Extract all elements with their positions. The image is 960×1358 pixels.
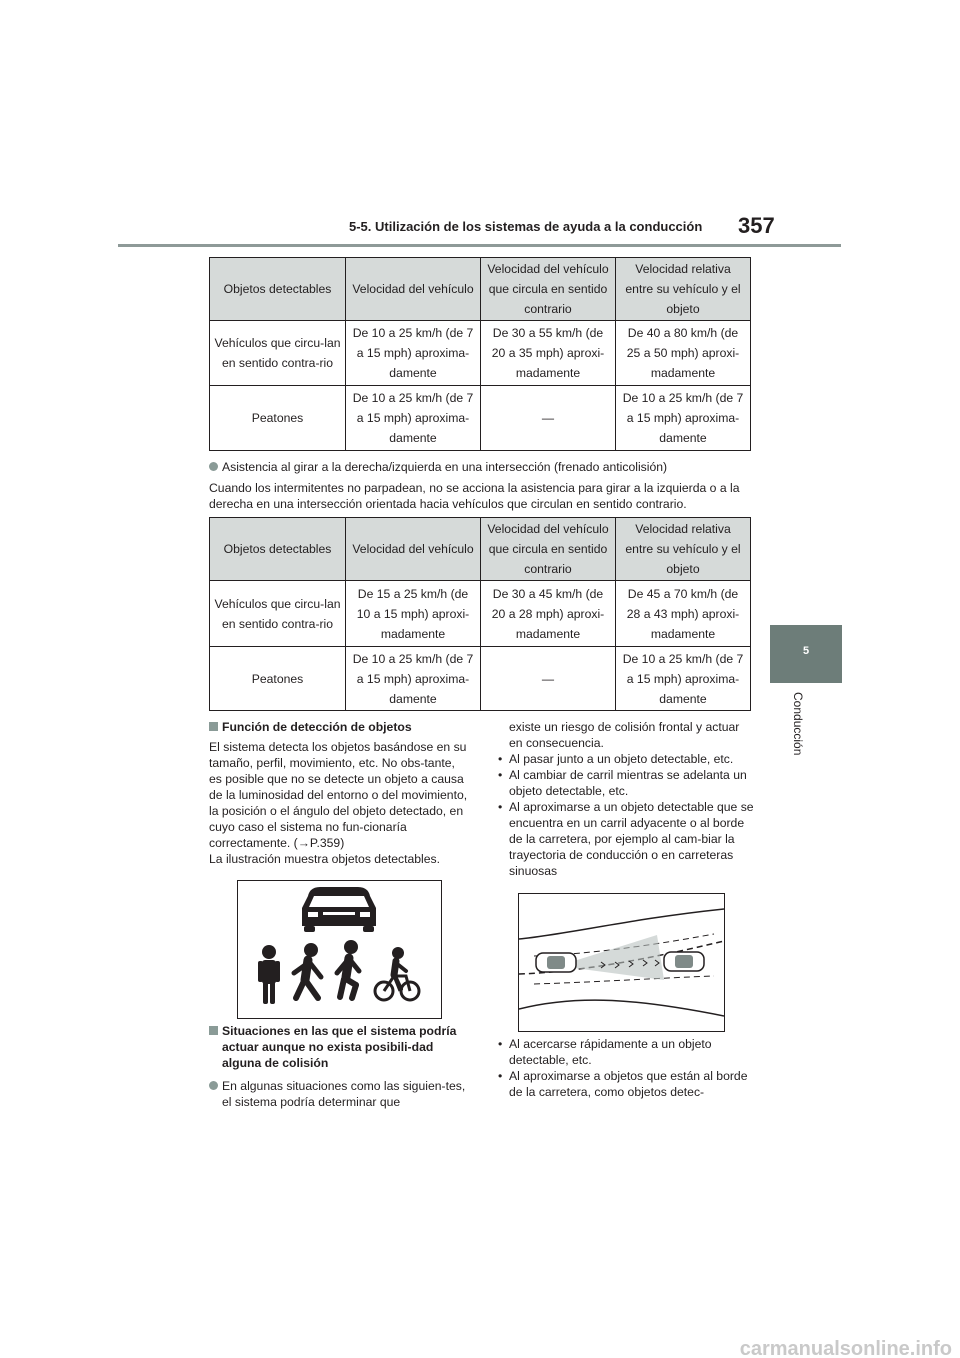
detection-section [209, 719, 471, 867]
table-cell: De 30 a 45 km/h (de 20 a 28 mph) aproxi-madamente [481, 581, 616, 647]
table-cell: De 15 a 25 km/h (de 10 a 15 mph) aproxi-madamente [346, 581, 481, 647]
watermark [0, 1340, 960, 1358]
table-header: Velocidad relativa entre su vehículo y el objeto [616, 518, 751, 581]
section-square-icon [209, 722, 218, 731]
situations-continued [495, 719, 755, 879]
table-cell: — [481, 386, 616, 451]
cyclist-icon [375, 947, 419, 1000]
situations-section [209, 1023, 471, 1110]
situations-continuation: existe un riesgo de colisión frontal y actuar en consecuencia. [509, 720, 740, 750]
table-header: Velocidad del vehículo que circula en sentido contrario [481, 518, 616, 581]
table-header: Velocidad relativa entre su vehículo y el objeto [616, 258, 751, 321]
figure-caption: La ilustración muestra objetos detectables. [209, 852, 441, 866]
detection-heading-line [209, 719, 471, 735]
curved-road-figure [518, 893, 725, 1032]
table-cell: De 10 a 25 km/h (de 7 a 15 mph) aproxima-damente [346, 321, 481, 386]
car-front-icon [302, 887, 376, 932]
table-header-row [210, 258, 751, 321]
bullet-dot-icon [209, 462, 218, 471]
watermark-text: carmanualsonline.info [739, 1340, 952, 1358]
page-number: 357 [738, 213, 775, 238]
parked-vehicle-icon [664, 952, 704, 971]
table-cell: De 10 a 25 km/h (de 7 a 15 mph) aproxima-damente [616, 647, 751, 711]
table-header: Velocidad del vehículo [346, 258, 481, 321]
walking-pedestrian-icon [294, 943, 321, 998]
own-vehicle-icon [536, 953, 576, 972]
speed-table-1 [209, 257, 751, 451]
list-item: • Al cambiar de carril mientras se adelanta un objeto detectable, etc. [495, 767, 755, 799]
running-pedestrian-icon [337, 940, 359, 998]
detection-paragraph: El sistema detecta los objetos basándose en su tamaño, perfil, movimiento, etc. No obs-tante, es posible que no se detecte un objeto a causa de la luminosidad del entorno o del movimiento, la posición o el ángulo del objeto detectado, en cuyo caso el sistema no fun-cionaría correctamente. (→P.359) [209, 740, 468, 850]
list-item: • Al aproximarse a objetos que están al borde de la carretera, como objetos detec- [495, 1068, 755, 1100]
curved-road-illustration [519, 894, 724, 1031]
table-row [210, 321, 751, 386]
table-cell: Vehículos que circu-lan en sentido contra-rio [210, 581, 346, 647]
situations-bullet: En algunas situaciones como las siguien-tes, el sistema podría determinar que [222, 1079, 466, 1109]
detectable-objects-illustration [238, 881, 441, 1018]
list-item: • Al aproximarse a un objeto detectable que se encuentra en un carril adyacente o al borde de la carretera, por ejemplo al cam-biar la trayectoria de conducción o en carreteras sinuosas [495, 799, 755, 879]
table-header: Velocidad del vehículo que circula en sentido contrario [481, 258, 616, 321]
table-header: Objetos detectables [210, 518, 346, 581]
section-title: 5-5. Utilización de los sistemas de ayuda a la conducción [349, 219, 703, 234]
situations-heading-line [209, 1023, 471, 1071]
table-cell: Peatones [210, 647, 346, 711]
table-cell: Vehículos que circu-lan en sentido contra-rio [210, 321, 346, 386]
table-cell: De 30 a 55 km/h (de 20 a 35 mph) aproxi-madamente [481, 321, 616, 386]
table-cell: De 10 a 25 km/h (de 7 a 15 mph) aproxima-damente [616, 386, 751, 451]
chapter-label-text: Conducción [791, 692, 805, 756]
table-cell: De 40 a 80 km/h (de 25 a 50 mph) aproxi-madamente [616, 321, 751, 386]
table-row [210, 581, 751, 647]
detectable-objects-figure [237, 880, 442, 1019]
table-cell: De 45 a 70 km/h (de 28 a 43 mph) aproxi-madamente [616, 581, 751, 647]
speed-table-2 [209, 517, 751, 711]
chapter-label [771, 692, 841, 772]
chapter-tab [770, 625, 842, 683]
list-item: • Al pasar junto a un objeto detectable, etc. [495, 751, 755, 767]
standing-pedestrian-icon [258, 945, 280, 1004]
turn-assist-bullet [209, 460, 667, 474]
table-header: Objetos detectables [210, 258, 346, 321]
situations-heading: Situaciones en las que el sistema podría actuar aunque no exista posibili-dad alguna de colisión [222, 1024, 457, 1070]
table-cell: De 10 a 25 km/h (de 7 a 15 mph) aproxima-damente [346, 647, 481, 711]
section-square-icon [209, 1026, 218, 1035]
radar-beam [574, 935, 664, 980]
detection-heading: Función de detección de objetos [222, 720, 412, 734]
chapter-number: 5 [802, 645, 810, 657]
list-item: • Al acercarse rápidamente a un objeto detectable, etc. [495, 1036, 755, 1068]
table-cell: De 10 a 25 km/h (de 7 a 15 mph) aproxima-damente [346, 386, 481, 451]
situations-after-figure [495, 1036, 755, 1100]
turn-assist-paragraph: Cuando los intermitentes no parpadean, no se acciona la asistencia para girar a la izquierda o a la derecha en una intersección orientada hacia vehículos que circulan en sentido contrario. [209, 481, 740, 511]
turn-assist-text: Asistencia al girar a la derecha/izquierda en una intersección (frenado anticolisión) [222, 460, 668, 474]
table-header-row [210, 518, 751, 581]
situations-bullet-line [209, 1078, 471, 1110]
header-rule [118, 244, 841, 247]
table-header: Velocidad del vehículo [346, 518, 481, 581]
table-row [210, 386, 751, 451]
bullet-dot-icon [209, 1081, 218, 1090]
table-cell: Peatones [210, 386, 346, 451]
table-row [210, 647, 751, 711]
table-cell: — [481, 647, 616, 711]
